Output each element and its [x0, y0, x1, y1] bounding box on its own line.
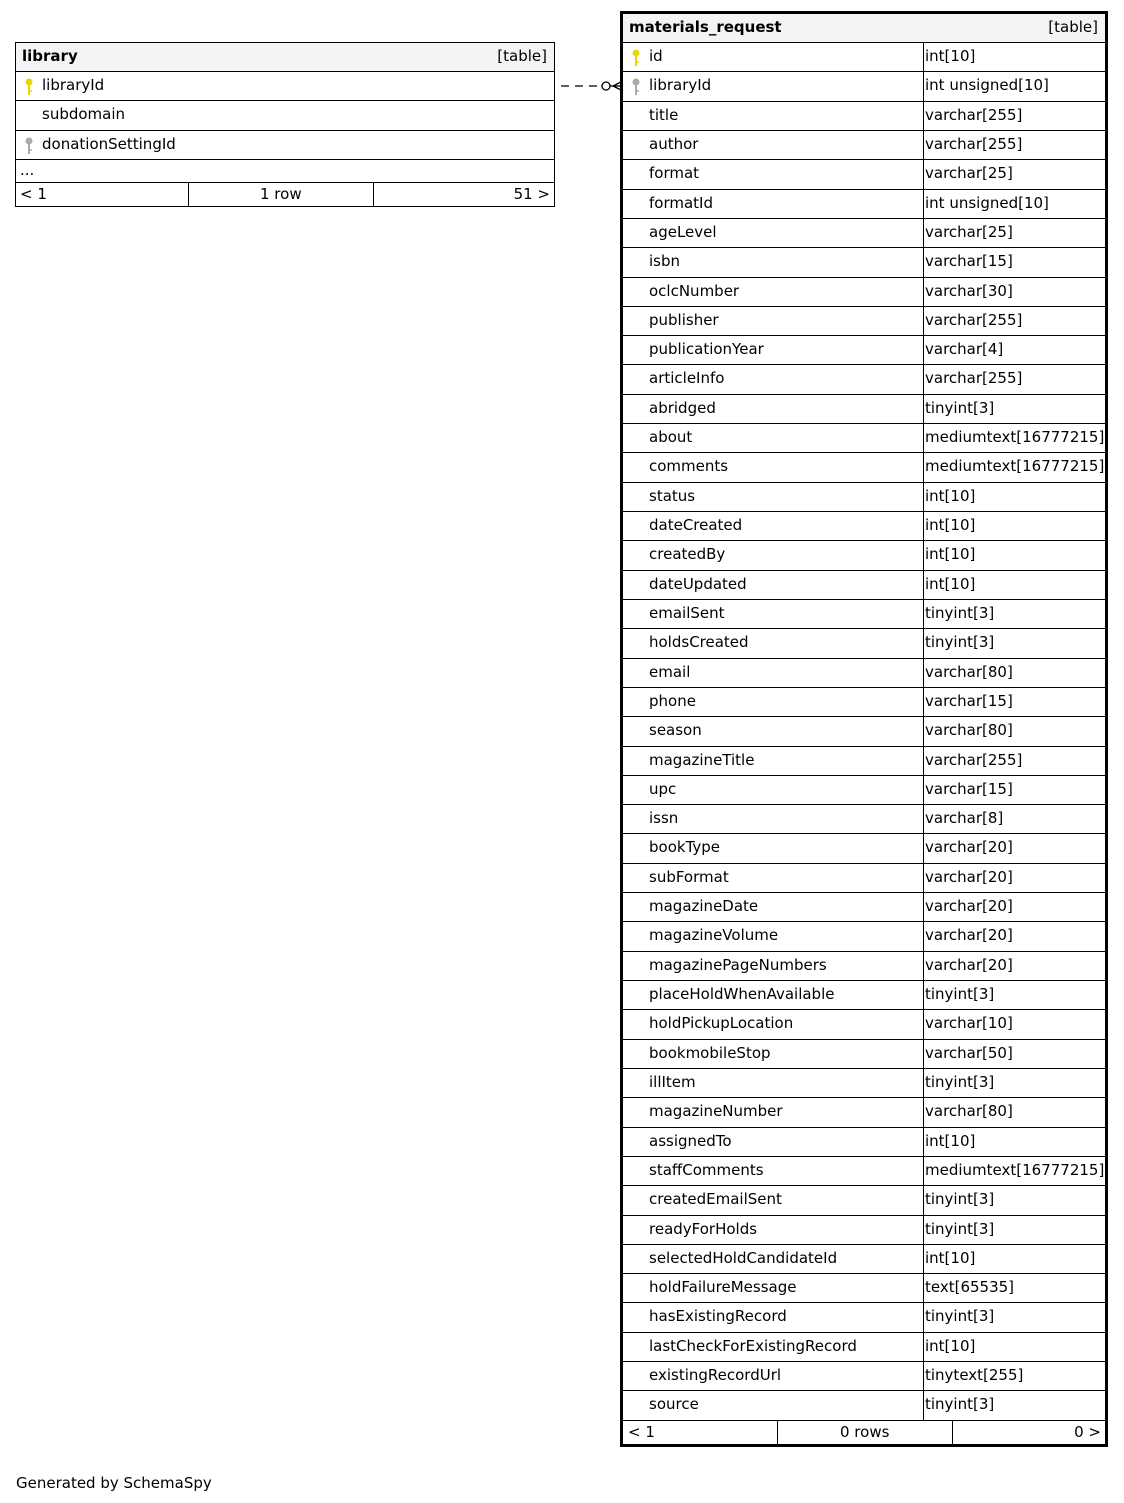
column-name: existingRecordUrl [649, 1366, 782, 1385]
column-type: varchar[255] [925, 134, 1023, 153]
column-row-subdomain [16, 101, 554, 130]
footer-next: 0 > [1074, 1422, 1101, 1441]
column-type: varchar[255] [925, 750, 1023, 769]
column-type: tinyint[3] [925, 603, 995, 622]
column-type: varchar[8] [925, 809, 1004, 828]
column-type: varchar[20] [925, 897, 1013, 916]
column-row-staffComments [623, 1157, 1105, 1186]
column-name: abridged [649, 398, 716, 417]
column-name: placeHoldWhenAvailable [649, 985, 835, 1003]
column-row-phone [623, 688, 1105, 717]
column-type: int[10] [925, 486, 976, 505]
column-row-source [623, 1391, 1105, 1420]
column-row-dateUpdated [623, 571, 1105, 600]
column-name: subdomain [42, 105, 126, 124]
column-row-emailSent [623, 600, 1105, 629]
column-name: magazineVolume [649, 926, 779, 945]
column-type: tinyint[3] [925, 398, 995, 417]
column-type: varchar[20] [925, 955, 1013, 974]
column-row-formatId [623, 190, 1105, 219]
column-row-isbn [623, 248, 1105, 277]
column-type: tinyint[3] [925, 1190, 995, 1209]
materials-request-table-name: materials_request [629, 18, 782, 36]
materials-request-table-kind: [table] [1048, 18, 1098, 36]
relationship-connector [555, 76, 623, 96]
column-row-selectedHoldCandidateId [623, 1245, 1105, 1274]
column-row-magazineTitle [623, 747, 1105, 776]
column-row-magazinePageNumbers [623, 952, 1105, 981]
column-name: about [649, 428, 693, 447]
column-name: hasExistingRecord [649, 1307, 787, 1326]
column-row-dateCreated [623, 512, 1105, 541]
column-row-createdBy [623, 541, 1105, 570]
column-name: libraryId [649, 76, 712, 95]
column-row-upc [623, 776, 1105, 805]
column-row-magazineNumber [623, 1098, 1105, 1127]
foreign-key-icon [631, 78, 641, 96]
column-type: varchar[20] [925, 926, 1013, 945]
column-type: varchar[80] [925, 662, 1013, 681]
column-name: format [649, 164, 700, 183]
column-type: tinyint[3] [925, 1072, 995, 1091]
column-row-issn [623, 805, 1105, 834]
column-name: formatId [649, 193, 713, 212]
library-table-kind: [table] [497, 47, 547, 65]
column-row-id [623, 43, 1105, 72]
column-row-bookmobileStop [623, 1040, 1105, 1069]
library-table-header [16, 43, 554, 72]
column-type: tinyint[3] [925, 1219, 995, 1238]
column-row-status [623, 483, 1105, 512]
column-name: holdsCreated [649, 633, 749, 652]
column-type: int[10] [925, 47, 976, 65]
column-type: varchar[255] [925, 310, 1023, 329]
column-row-libraryId [623, 72, 1105, 101]
column-row-comments [623, 453, 1105, 482]
column-type: tinyint[3] [925, 985, 995, 1003]
column-type: mediumtext[16777215] [925, 457, 1105, 476]
column-type: varchar[255] [925, 369, 1023, 388]
column-name: lastCheckForExistingRecord [649, 1336, 857, 1355]
column-type: varchar[25] [925, 222, 1013, 241]
library-more-columns [16, 160, 554, 183]
column-type: text[65535] [925, 1278, 1015, 1297]
column-name: bookType [649, 838, 721, 857]
column-row-author [623, 131, 1105, 160]
column-name: articleInfo [649, 369, 725, 388]
column-name: publicationYear [649, 340, 764, 359]
column-row-ageLevel [623, 219, 1105, 248]
column-type: int[10] [925, 516, 976, 534]
column-name: magazineNumber [649, 1102, 783, 1121]
column-name: comments [649, 457, 729, 476]
column-row-assignedTo [623, 1128, 1105, 1157]
column-name: email [649, 662, 691, 681]
column-type: int unsigned[10] [925, 76, 1049, 95]
column-name: emailSent [649, 603, 725, 622]
primary-key-icon [24, 78, 34, 96]
column-type: tinytext[255] [925, 1366, 1024, 1385]
column-name: createdEmailSent [649, 1190, 782, 1209]
column-row-donationSettingId [16, 131, 554, 160]
footer-rows: 1 row [260, 184, 302, 203]
footer-next: 51 > [513, 184, 550, 203]
column-name: oclcNumber [649, 281, 740, 300]
column-name: holdPickupLocation [649, 1014, 794, 1033]
column-row-title [623, 102, 1105, 131]
column-row-bookType [623, 834, 1105, 863]
column-row-publicationYear [623, 336, 1105, 365]
column-row-existingRecordUrl [623, 1362, 1105, 1391]
column-row-magazineDate [623, 893, 1105, 922]
column-type: int[10] [925, 1248, 976, 1267]
column-name: holdFailureMessage [649, 1278, 797, 1297]
column-row-readyForHolds [623, 1216, 1105, 1245]
column-type: varchar[20] [925, 838, 1013, 857]
ellipsis: ... [20, 160, 35, 179]
column-type: varchar[20] [925, 867, 1013, 886]
column-type: varchar[15] [925, 252, 1013, 271]
column-row-holdsCreated [623, 629, 1105, 658]
column-name: magazineDate [649, 897, 759, 916]
column-type: mediumtext[16777215] [925, 428, 1105, 447]
column-name: season [649, 721, 702, 740]
column-name: donationSettingId [42, 134, 176, 153]
column-row-articleInfo [623, 365, 1105, 394]
library-table-footer [16, 183, 554, 206]
column-row-abridged [623, 395, 1105, 424]
column-name: illItem [649, 1072, 696, 1091]
library-table-name: library [22, 47, 78, 65]
column-type: tinyint[3] [925, 1307, 995, 1326]
column-name: status [649, 486, 696, 505]
materials-request-table-footer [623, 1421, 1105, 1444]
column-name: source [649, 1395, 699, 1414]
materials-request-table-header [623, 14, 1105, 43]
column-name: selectedHoldCandidateId [649, 1248, 838, 1267]
column-name: publisher [649, 310, 719, 329]
footer-prev: < 1 [20, 184, 47, 203]
column-row-holdFailureMessage [623, 1274, 1105, 1303]
materials-request-table [620, 11, 1108, 1447]
column-row-about [623, 424, 1105, 453]
column-type: int unsigned[10] [925, 193, 1049, 212]
column-name: magazineTitle [649, 750, 755, 769]
column-type: varchar[50] [925, 1043, 1013, 1062]
column-name: title [649, 105, 679, 124]
column-type: varchar[15] [925, 691, 1013, 710]
generated-by-text: Generated by SchemaSpy [16, 1474, 212, 1492]
column-name: ageLevel [649, 222, 717, 241]
column-type: varchar[80] [925, 1102, 1013, 1121]
column-name: author [649, 134, 699, 153]
column-type: varchar[80] [925, 721, 1013, 740]
column-type: tinyint[3] [925, 633, 995, 652]
foreign-key-icon [24, 137, 34, 155]
column-type: int[10] [925, 545, 976, 564]
column-name: assignedTo [649, 1131, 732, 1150]
column-type: tinyint[3] [925, 1395, 995, 1414]
column-name: staffComments [649, 1160, 764, 1179]
column-row-oclcNumber [623, 278, 1105, 307]
column-row-email [623, 659, 1105, 688]
column-row-magazineVolume [623, 922, 1105, 951]
column-name: id [649, 47, 663, 65]
library-table [15, 42, 555, 207]
column-name: issn [649, 809, 679, 828]
column-name: dateCreated [649, 516, 743, 534]
column-name: isbn [649, 252, 681, 271]
column-row-holdPickupLocation [623, 1010, 1105, 1039]
column-row-lastCheckForExistingRecord [623, 1333, 1105, 1362]
column-name: upc [649, 779, 677, 798]
column-type: int[10] [925, 574, 976, 593]
column-type: mediumtext[16777215] [925, 1160, 1105, 1179]
column-row-createdEmailSent [623, 1186, 1105, 1215]
column-row-libraryId [16, 72, 554, 101]
column-name: readyForHolds [649, 1219, 758, 1238]
column-row-subFormat [623, 864, 1105, 893]
column-name: dateUpdated [649, 574, 747, 593]
column-type: varchar[10] [925, 1014, 1013, 1033]
column-name: bookmobileStop [649, 1043, 771, 1062]
column-row-publisher [623, 307, 1105, 336]
column-name: libraryId [42, 76, 105, 94]
column-name: subFormat [649, 867, 729, 886]
column-name: createdBy [649, 545, 726, 564]
column-row-format [623, 160, 1105, 189]
column-row-season [623, 717, 1105, 746]
column-type: varchar[30] [925, 281, 1013, 300]
column-type: int[10] [925, 1336, 976, 1355]
footer-rows: 0 rows [840, 1422, 890, 1441]
column-name: magazinePageNumbers [649, 955, 827, 974]
column-type: varchar[4] [925, 340, 1004, 359]
column-type: varchar[15] [925, 779, 1013, 798]
column-type: varchar[255] [925, 105, 1023, 124]
column-row-illItem [623, 1069, 1105, 1098]
column-name: phone [649, 691, 696, 710]
column-row-placeHoldWhenAvailable [623, 981, 1105, 1010]
column-row-hasExistingRecord [623, 1303, 1105, 1332]
primary-key-icon [631, 49, 641, 67]
column-type: varchar[25] [925, 164, 1013, 183]
footer-prev: < 1 [628, 1422, 655, 1441]
column-type: int[10] [925, 1131, 976, 1150]
